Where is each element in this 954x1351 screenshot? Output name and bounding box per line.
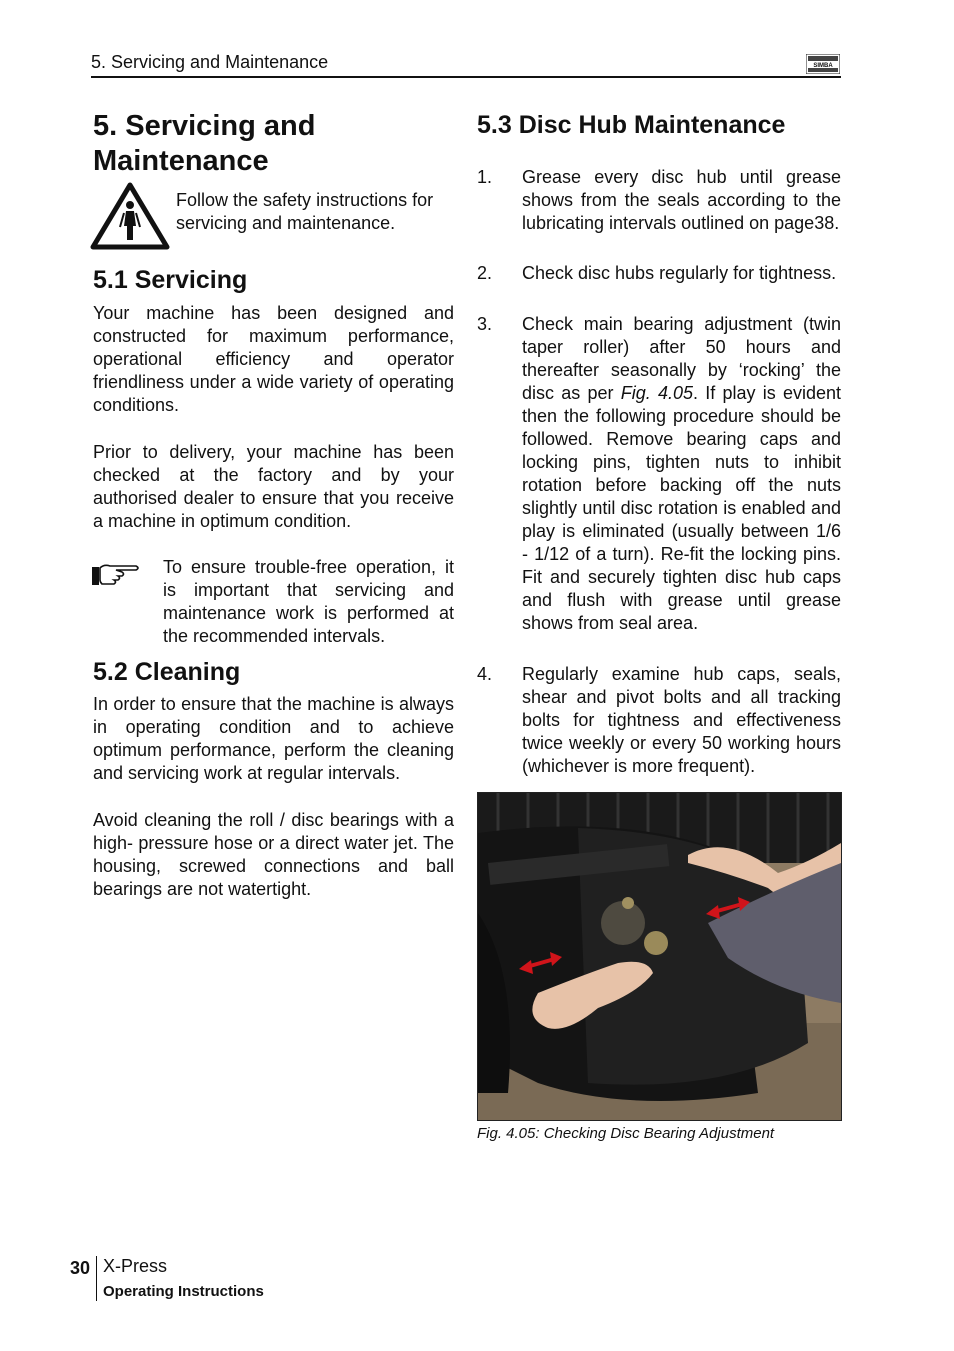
cleaning-paragraph-1: In order to ensure that the machine is always in operating condition and to achieve optimum performance, perform the cleaning and servicing work at regular intervals.	[93, 694, 454, 783]
cleaning-paragraph-2: Avoid cleaning the roll / disc bearings with a high- pressure hose or a direct water jet. The housing, screwed connections and ball bearings are not watertight.	[93, 810, 454, 899]
simba-logo	[806, 54, 840, 74]
list-number: 3.	[477, 314, 493, 334]
list-item	[477, 313, 841, 635]
figure-reference: Fig. 4.05	[620, 383, 694, 403]
disc-hub-heading: 5.3 Disc Hub Maintenance	[477, 111, 786, 139]
figure-caption: Fig. 4.05: Checking Disc Bearing Adjustment	[477, 1125, 775, 1142]
warning-triangle-icon	[90, 182, 170, 250]
running-header: 5. Servicing and Maintenance	[91, 52, 329, 72]
page-title: 5. Servicing and Maintenance	[93, 110, 316, 177]
list-text: Grease every disc hub until grease shows from the seals according to the lubricating intervals outlined on page38.	[522, 167, 841, 233]
list-text: Check main bearing adjustment (twin taper roller) after 50 hours and thereafter seasonally by ‘rocking’ the disc as per Fig. 4.05. If play is evident then the following procedure should be followed. Remove bearing caps and locking pins, tighten nuts to inhibit rotation before backing off the nuts slightly until disc rotation is enabled and play is eliminated (usually between 1/6 - 1/12 of a turn). Re-fit the locking pins. Fit and securely tighten disc hub caps and flush with grease until grease shows from seal area.	[522, 314, 841, 633]
list-text: Regularly examine hub caps, seals, shear and pivot bolts and all tracking bolts for tightness and effectiveness twice weekly or every 50 working hours (whichever is more frequent).	[522, 664, 841, 776]
footer-title: X-Press	[103, 1256, 168, 1276]
pointing-hand-icon	[90, 560, 142, 588]
list-item	[477, 166, 841, 235]
servicing-heading: 5.1 Servicing	[93, 266, 248, 294]
list-text: Check disc hubs regularly for tightness.	[522, 263, 837, 283]
cleaning-heading: 5.2 Cleaning	[93, 658, 241, 686]
list-item	[477, 663, 841, 778]
footer-subtitle: Operating Instructions	[103, 1283, 264, 1300]
servicing-paragraph-2: Prior to delivery, your machine has been checked at the factory and by your authorised dealer to ensure that you receive a machine in optimum condition.	[93, 442, 454, 531]
svg-text:SIMBA: SIMBA	[813, 63, 833, 69]
page-number: 30	[70, 1258, 91, 1278]
header-rule	[91, 76, 841, 78]
list-number: 2.	[477, 263, 493, 283]
safety-note: Follow the safety instructions for servicing and maintenance.	[176, 190, 434, 233]
list-item	[477, 262, 841, 285]
disc-bearing-photo	[477, 792, 842, 1121]
list-number: 4.	[477, 664, 493, 684]
servicing-paragraph-1: Your machine has been designed and constructed for maximum performance, operational efficiency and operator friendliness under a wide variety of operating conditions.	[93, 303, 454, 415]
list-number: 1.	[477, 167, 493, 187]
maintenance-note: To ensure trouble-free operation, it is important that servicing and maintenance work is performed at the recommended intervals.	[163, 557, 454, 646]
footer-rule	[96, 1256, 97, 1301]
